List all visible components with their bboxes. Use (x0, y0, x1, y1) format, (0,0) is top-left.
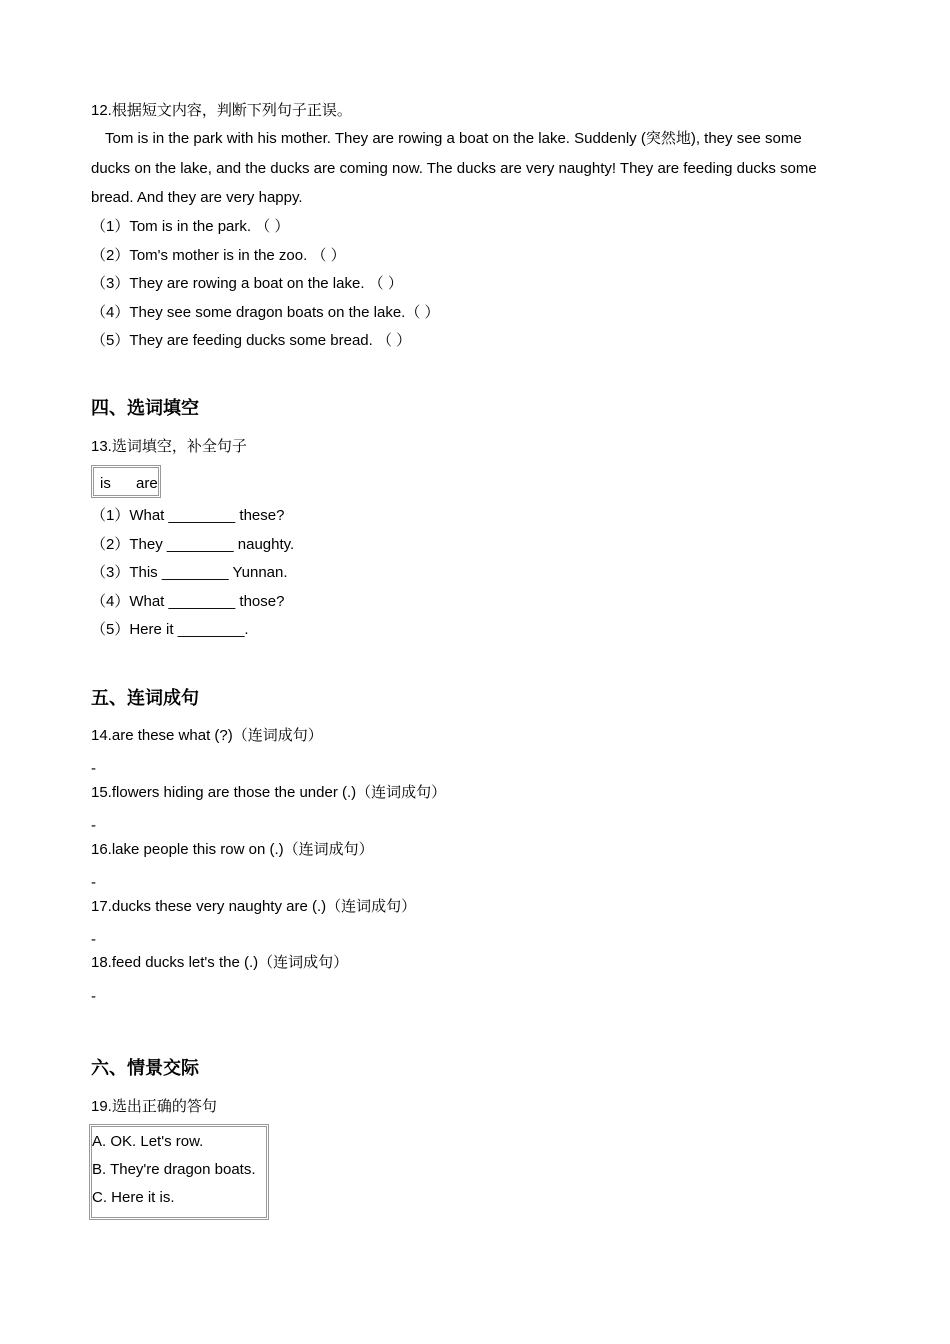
section-5-heading: 五、连词成句 (91, 688, 199, 709)
q13-title: 13.选词填空，补全句子 (91, 438, 247, 455)
q12-item-3: （3）They are rowing a boat on the lake. （ ） (91, 275, 403, 292)
q14-answer-line: - (91, 760, 96, 777)
word-is: is (100, 475, 111, 492)
q13-item-5: （5）Here it ________. (91, 621, 249, 638)
q12-item-4: （4）They see some dragon boats on the lake.（ ） (91, 304, 440, 321)
option-c: C. Here it is. (92, 1189, 175, 1206)
options-box (89, 1124, 269, 1220)
q13-item-1: （1）What ________ these? (91, 507, 285, 524)
q12-item-5: （5）They are feeding ducks some bread. （ ） (91, 332, 412, 349)
q13-item-3: （3）This ________ Yunnan. (91, 564, 288, 581)
q19-title: 19.选出正确的答句 (91, 1098, 217, 1115)
q16: 16.lake people this row on (.)（连词成句） (91, 841, 374, 858)
q17-answer-line: - (91, 931, 96, 948)
q17: 17.ducks these very naughty are (.)（连词成句） (91, 898, 417, 915)
q16-answer-line: - (91, 874, 96, 891)
q12-passage: Tom is in the park with his mother. They are rowing a boat on the lake. Suddenly (突然地), they see some ducks on the lake, and the ducks are coming now. The ducks are very naughty! They are feeding ducks some bread. And they are very happy. (91, 130, 817, 206)
section-4-heading: 四、选词填空 (91, 398, 199, 419)
q15-answer-line: - (91, 817, 96, 834)
q15: 15.flowers hiding are those the under (.)（连词成句） (91, 784, 447, 801)
word-are: are (136, 475, 158, 492)
q12-item-1: （1）Tom is in the park. （ ） (91, 218, 290, 235)
q18: 18.feed ducks let's the (.)（连词成句） (91, 954, 349, 971)
section-6-heading: 六、情景交际 (91, 1058, 199, 1079)
q12-title: 12.根据短文内容，判断下列句子正误。 (91, 102, 352, 119)
option-a: A. OK. Let's row. (92, 1133, 204, 1150)
q14: 14.are these what (?)（连词成句） (91, 727, 323, 744)
q13-item-4: （4）What ________ those? (91, 593, 285, 610)
option-b: B. They're dragon boats. (92, 1161, 256, 1178)
q13-item-2: （2）They ________ naughty. (91, 536, 295, 553)
q12-item-2: （2）Tom's mother is in the zoo. （ ） (91, 247, 346, 264)
q18-answer-line: - (91, 988, 96, 1005)
word-box (91, 465, 161, 498)
